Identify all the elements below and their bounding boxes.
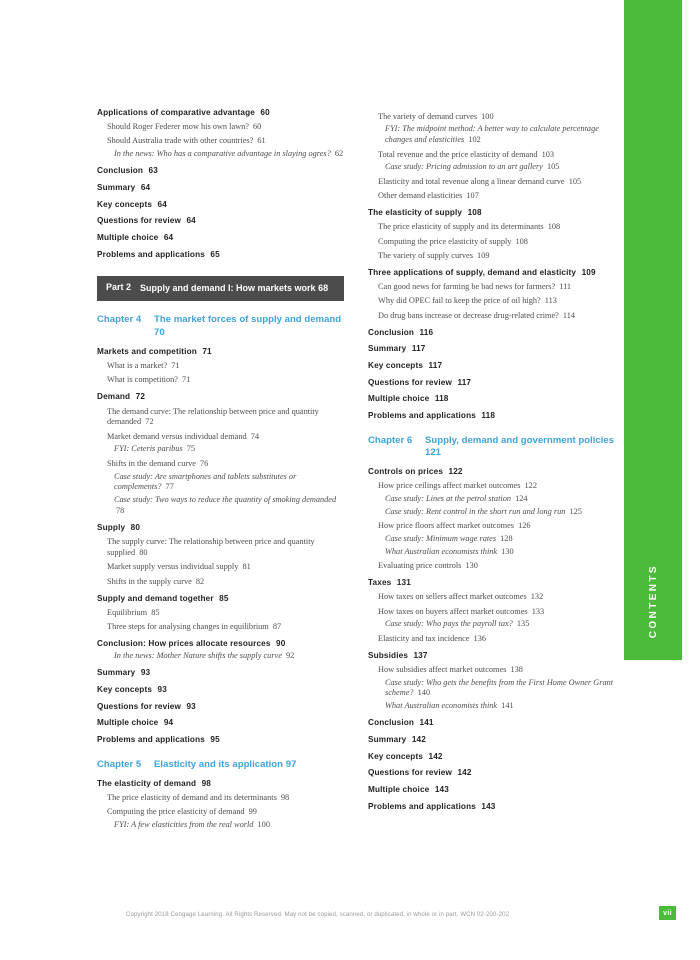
toc-entry-label: How taxes on sellers affect market outcomes [378,592,527,602]
toc-entry[interactable] [97,361,344,372]
chapter-heading[interactable] [97,314,344,340]
toc-entry-page: 117 [428,361,443,371]
toc-entry[interactable] [368,534,615,545]
toc-entry-page: 92 [286,651,295,661]
copyright-footer: Copyright 2018 Cengage Learning. All Rights Reserved. May not be copied, scanned, or duplicated, in whole or in part. WCN 02-200-202 [126,911,510,918]
toc-entry[interactable] [97,807,344,818]
toc-entry-page: 87 [272,621,282,631]
toc-entry-label: Problems and applications [368,801,476,811]
toc-entry-page: 111 [559,281,572,291]
toc-entry[interactable] [368,328,615,339]
toc-entry-page: 90 [276,638,286,648]
toc-right-column [368,108,615,831]
toc-entry-page: 60 [253,122,262,132]
chapter-heading[interactable] [97,759,344,772]
toc-entry[interactable] [368,361,615,372]
toc-entry-page: 131 [396,578,411,588]
toc-entry-label: Elasticity and total revenue along a linear demand curve [378,176,565,186]
chapter-page: 97 [285,758,297,770]
toc-entry[interactable] [97,108,344,119]
toc-entry[interactable] [368,785,615,796]
toc-entry-page: 130 [501,546,514,556]
toc-entry[interactable] [368,124,615,146]
toc-entry-label: Problems and applications [97,249,205,259]
toc-entry[interactable] [368,237,615,248]
toc-entry-page: 72 [135,392,146,402]
toc-entry[interactable] [368,607,615,618]
toc-entry-label: Should Roger Federer mow his own lawn? [107,122,249,132]
toc-entry-page: 75 [186,444,196,454]
toc-entry-page: 93 [140,668,151,678]
toc-entry[interactable] [97,685,344,696]
chapter-heading[interactable] [368,435,615,461]
page-number-badge: vii [659,906,676,920]
toc-entry[interactable] [368,521,615,532]
toc-entry-page: 141 [419,718,434,728]
toc-entry-label: Can good news for farming be bad news for farmers? [378,281,556,291]
toc-entry-label: Multiple choice [97,232,159,242]
toc-entry[interactable] [368,735,615,746]
toc-entry-page: 103 [541,149,555,159]
toc-entry-page: 105 [568,176,582,186]
toc-entry-page: 142 [457,768,472,778]
toc-entry[interactable] [368,378,615,389]
toc-entry-page: 80 [139,547,148,557]
toc-entry-page: 113 [544,296,557,306]
toc-entry-page: 117 [411,344,426,354]
toc-entry-page: 108 [467,208,482,218]
toc-entry-page: 82 [195,576,205,586]
toc-entry-page: 72 [145,417,154,427]
toc-entry[interactable] [368,112,615,123]
toc-entry-page: 118 [481,411,496,421]
toc-entry-label: Controls on prices [368,467,444,477]
toc-entry-page: 61 [257,136,266,146]
part-banner-title-text: Supply and demand I: How markets work [140,283,316,294]
toc-entry[interactable] [368,467,615,478]
toc-entry[interactable] [97,562,344,573]
toc-entry-label: Should Australia trade with other countries? [107,136,254,146]
toc-entry[interactable] [97,407,344,429]
toc-entry-page: 64 [157,199,167,209]
toc-entry-label: Case study: Lines at the petrol station [385,494,511,504]
toc-entry-page: 107 [466,191,479,201]
toc-entry-label: FYI: A few elasticities from the real world [114,819,254,829]
toc-entry[interactable] [97,639,344,650]
toc-entry-label: The supply curve: The relationship between price and quantity supplied [107,537,315,557]
toc-entry[interactable] [97,183,344,194]
toc-entry-page: 108 [547,222,561,232]
toc-entry-label: Key concepts [97,199,153,209]
toc-entry-label: Problems and applications [97,735,205,745]
toc-entry-page: 63 [148,166,158,176]
toc-entry[interactable] [97,216,344,227]
toc-entry[interactable] [368,344,615,355]
toc-entry-page: 77 [165,482,174,492]
toc-entry-label: Why did OPEC fail to keep the price of oil high? [378,296,541,306]
toc-entry[interactable] [97,668,344,679]
toc-entry-label: Applications of comparative advantage [97,108,255,117]
toc-entry-page: 117 [457,377,472,387]
toc-entry-page: 142 [411,734,426,744]
toc-entry-label: Markets and competition [97,346,197,356]
toc-entry[interactable] [368,619,615,630]
toc-entry-label: In the news: Mother Nature shifts the supply curve [114,651,282,661]
toc-entry[interactable] [368,634,615,645]
toc-entry-label: FYI: The midpoint method: A better way to calculate percentage changes and elasticities [385,124,599,145]
toc-entry[interactable] [97,233,344,244]
toc-entry-page: 64 [186,216,196,226]
toc-entry-page: 109 [581,267,596,277]
toc-entry-page: 142 [428,751,443,761]
toc-entry[interactable] [368,251,615,262]
toc-entry-label: Supply and demand together [97,593,214,603]
toc-entry-page: 141 [501,701,514,711]
toc-entry-page: 143 [481,801,496,811]
toc-entry-page: 98 [201,778,212,788]
toc-entry-label: Case study: Who gets the benefits from the First Home Owner Grant scheme? [385,677,614,698]
toc-entry-page: 109 [477,250,490,260]
toc-entry[interactable] [97,166,344,177]
toc-entry-page: 99 [248,806,257,816]
toc-entry-page: 62 [334,149,344,159]
toc-entry-page: 76 [200,458,209,468]
toc-entry-label: Computing the price elasticity of demand [107,806,245,816]
toc-entry[interactable] [97,200,344,211]
toc-entry-label: Market supply versus individual supply [107,562,239,572]
toc-entry-page: 122 [448,467,463,477]
toc-entry-page: 116 [419,327,434,337]
toc-entry-page: 137 [413,650,428,660]
toc-entry-page: 71 [171,361,180,371]
toc-entry-label: Equilibrium [107,607,148,617]
toc-entry-label: Case study: Two ways to reduce the quantity of smoking demanded [114,495,337,505]
toc-entry-label: The price elasticity of demand and its determinants [107,792,277,802]
toc-entry-page: 100 [481,111,494,121]
toc-entry[interactable] [368,592,615,603]
chapter-title [154,759,296,772]
toc-entry-page: 128 [500,534,513,544]
part-banner-page: 68 [318,283,329,294]
toc-entry-label: The elasticity of demand [97,778,197,788]
toc-entry-page: 132 [530,592,544,602]
toc-entry[interactable] [368,718,615,729]
toc-entry-label: Do drug bans increase or decrease drug-related crime? [378,310,559,320]
toc-entry[interactable] [97,122,344,133]
toc-entry-label: How subsidies affect market outcomes [378,664,507,674]
toc-entry[interactable] [97,149,344,160]
toc-entry-label: Multiple choice [368,394,430,404]
toc-entry-label: Problems and applications [368,411,476,421]
toc-entry-page: 65 [210,249,220,259]
toc-entry-label: How taxes on buyers affect market outcomes [378,606,528,616]
toc-entry[interactable] [97,594,344,605]
toc-entry[interactable] [368,177,615,188]
toc-entry-page: 80 [130,522,141,532]
toc-entry-label: Questions for review [368,768,452,778]
toc-entry-label: Market demand versus individual demand [107,431,247,441]
toc-entry[interactable] [368,651,615,662]
toc-entry[interactable] [97,793,344,804]
toc-entry[interactable] [97,392,344,403]
toc-entry-page: 133 [531,606,545,616]
chapter-page: 70 [154,327,165,339]
toc-entry-label: What is a market? [107,361,168,371]
toc-entry[interactable] [97,250,344,261]
toc-entry-page: 71 [202,346,212,356]
toc-entry[interactable] [368,268,615,279]
toc-entry-page: 60 [260,108,270,117]
toc-entry-label: Taxes [368,578,392,588]
toc-entry-label: Key concepts [368,751,424,761]
toc-entry-label: Summary [368,734,407,744]
toc-entry[interactable] [368,162,615,173]
toc-entry-label: Shifts in the supply curve [107,576,192,586]
toc-entry[interactable] [368,507,615,518]
toc-entry-label: What Australian economists think [385,701,498,711]
toc-entry-label: Subsidies [368,650,409,660]
toc-left-column [97,108,344,831]
toc-entry-page: 135 [516,619,530,629]
toc-entry[interactable] [97,136,344,147]
chapter-title-text: The market forces of supply and demand [154,314,342,326]
toc-entry-page: 94 [163,718,174,728]
toc-entry-page: 64 [163,232,174,242]
chapter-title-text: Elasticity and its application [154,758,284,770]
toc-entry[interactable] [368,208,615,219]
toc-entry-page: 71 [182,375,191,385]
chapter-title-text: Supply, demand and government policies [425,434,615,446]
toc-entry[interactable] [368,752,615,763]
toc-entry-label: Case study: Who pays the payroll tax? [385,619,513,629]
toc-entry[interactable] [368,222,615,233]
toc-entry[interactable] [368,494,615,505]
toc-entry-page: 136 [473,633,486,643]
toc-entry-label: What is competition? [107,375,178,385]
toc-entry-label: Key concepts [97,685,153,695]
contents-side-tab-label: CONTENTS [647,563,659,638]
toc-entry-label: Supply [97,522,126,532]
toc-entry-label: The variety of demand curves [378,111,478,121]
toc-entry[interactable] [368,282,615,293]
toc-entry-page: 124 [515,494,528,504]
toc-entry-label: Shifts in the demand curve [107,458,196,468]
toc-entry-label: Case study: Pricing admission to an art gallery [385,162,543,172]
toc-entry-label: Multiple choice [97,718,159,728]
toc-entry[interactable] [97,444,344,455]
toc-entry-page: 140 [417,688,431,698]
toc-entry-label: Questions for review [97,701,181,711]
toc-entry[interactable] [97,702,344,713]
contents-side-tab [624,0,682,660]
toc-entry-page: 85 [151,607,160,617]
toc-entry-page: 138 [510,664,523,674]
toc-entry-label: Conclusion [368,327,415,337]
toc-entry[interactable] [368,481,615,492]
toc-entry[interactable] [368,665,615,676]
toc-entry-label: Conclusion: How prices allocate resources [97,638,271,648]
toc-entry-label: Demand [97,392,131,402]
toc-entry-label: Conclusion [368,718,415,728]
toc-entry-page: 93 [186,701,196,711]
toc-entry-label: Summary [97,182,136,192]
toc-entry-label: Case study: Minimum wage rates [385,534,497,544]
toc-columns [97,108,615,831]
toc-entry-page: 130 [465,561,478,571]
toc-entry[interactable] [368,296,615,307]
toc-entry[interactable] [97,622,344,633]
toc-entry[interactable] [97,537,344,559]
toc-entry[interactable] [368,411,615,422]
toc-entry[interactable] [368,561,615,572]
toc-entry[interactable] [97,608,344,619]
chapter-number: Chapter 4 [97,314,142,326]
toc-entry-page: 98 [280,792,290,802]
toc-entry[interactable] [368,678,615,700]
toc-entry-label: Other demand elasticities [378,191,463,201]
toc-entry-label: Three steps for analysing changes in equilibrium [107,621,269,631]
toc-entry[interactable] [97,523,344,534]
toc-entry-label: Summary [97,668,136,678]
part-banner-title [140,282,328,294]
toc-entry-page: 118 [434,394,449,404]
toc-entry-label: The demand curve: The relationship between price and quantity demanded [107,406,319,427]
chapter-number: Chapter 5 [97,758,142,770]
toc-entry-label: How price floors affect market outcomes [378,521,515,531]
toc-entry[interactable] [368,150,615,161]
toc-entry-label: Elasticity and tax incidence [378,633,470,643]
toc-entry-page: 74 [250,431,260,441]
toc-entry-label: In the news: Who has a comparative advantage in slaying ogres? [114,149,331,159]
toc-entry-label: Computing the price elasticity of supply [378,236,512,246]
toc-entry[interactable] [368,311,615,322]
chapter-page: 121 [425,447,442,459]
toc-entry-label: Questions for review [97,216,181,226]
toc-entry-page: 105 [546,162,560,172]
toc-entry-page: 125 [569,506,582,516]
toc-entry[interactable] [97,779,344,790]
toc-entry-page: 100 [257,819,270,829]
toc-entry-label: Three applications of supply, demand and elasticity [368,267,577,277]
toc-entry[interactable] [97,820,344,831]
toc-entry-label: How price ceilings affect market outcomes [378,481,521,491]
toc-entry-page: 64 [140,182,151,192]
toc-entry-label: The price elasticity of supply and its determinants [378,222,544,232]
toc-entry[interactable] [97,347,344,358]
toc-entry[interactable] [97,375,344,386]
toc-entry-label: The variety of supply curves [378,250,473,260]
toc-entry-label: Total revenue and the price elasticity of demand [378,149,538,159]
toc-entry[interactable] [97,577,344,588]
toc-entry[interactable] [368,394,615,405]
toc-entry-page: 108 [515,236,528,246]
toc-entry-label: Case study: Are smartphones and tablets substitutes or complements? [114,471,297,492]
toc-entry-page: 95 [210,735,220,745]
toc-entry-label: Key concepts [368,361,424,371]
toc-entry[interactable] [97,459,344,470]
chapter-title [154,314,344,340]
chapter-number: Chapter 6 [368,434,413,446]
toc-entry-page: 81 [242,562,251,572]
toc-entry-label: Multiple choice [368,784,430,794]
toc-entry[interactable] [368,802,615,813]
toc-entry-label: FYI: Ceteris paribus [114,444,183,454]
toc-entry-page: 102 [468,135,481,145]
toc-entry-label: Case study: Rent control in the short run and long run [385,506,566,516]
toc-entry-page: 78 [116,505,125,515]
toc-entry-label: Evaluating price controls [378,561,462,571]
toc-entry-page: 93 [157,685,167,695]
toc-entry-label: What Australian economists think [385,546,498,556]
toc-entry-label: Questions for review [368,377,452,387]
toc-entry[interactable] [97,735,344,746]
toc-entry[interactable] [368,191,615,202]
chapter-title [425,435,615,461]
toc-entry-page: 85 [219,593,229,603]
part-banner [97,276,344,301]
toc-entry[interactable] [97,651,344,662]
toc-entry[interactable] [97,718,344,729]
toc-entry[interactable] [97,495,344,517]
toc-entry-label: The elasticity of supply [368,208,463,218]
toc-entry-page: 143 [434,784,449,794]
toc-entry[interactable] [97,432,344,443]
toc-entry[interactable] [368,701,615,712]
toc-entry[interactable] [97,472,344,494]
toc-entry-label: Summary [368,344,407,354]
toc-entry-page: 122 [524,481,537,491]
toc-entry-page: 126 [518,521,531,531]
toc-entry[interactable] [368,547,615,558]
toc-entry[interactable] [368,578,615,589]
toc-entry-page: 114 [562,310,576,320]
toc-entry-label: Conclusion [97,166,144,176]
part-banner-number: Part 2 [106,282,132,293]
toc-entry[interactable] [368,768,615,779]
